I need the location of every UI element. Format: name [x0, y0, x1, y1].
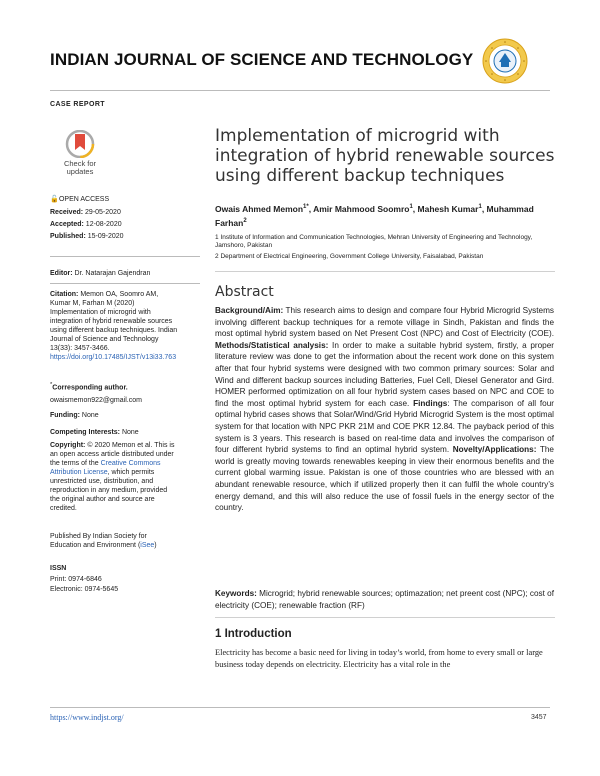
abstract-bottom-rule	[215, 617, 555, 618]
issn-print: Print: 0974-6846	[50, 576, 102, 583]
introduction-heading: 1 Introduction	[215, 628, 292, 640]
footer-rule	[50, 707, 550, 708]
badge-line-2: updates	[66, 167, 94, 176]
accepted-row: Accepted: 12-08-2020	[50, 221, 122, 228]
issn-electronic: Electronic: 0974-5645	[50, 586, 119, 593]
publisher-block: Published By Indian Society for Education and Environment (iSee)	[50, 533, 157, 549]
check-for-updates-badge[interactable]	[55, 130, 105, 178]
author: Owais Ahmed Memon$^{1*}$,	[215, 203, 314, 214]
citation-block: Citation: Memon OA, Soomro AM, Kumar M, Farhan M (2020) Implementation of microgrid with integration of hybrid renewable sources using different backup techniques. Indian Journal of Science and Technology 13(33): 3457-3466. https://doi.org/10.17485/IJST/v13i33.763	[50, 291, 178, 361]
citation-doi-link[interactable]: https://doi.org/10.17485/IJST/v13i33.763	[50, 354, 177, 361]
affiliation-1: 1 Institute of Information and Communication Technologies, Mehran University of Engineering and Technology, Jamshoro, Pakistan	[215, 234, 533, 249]
author: Muhammad Farhan$^2$	[215, 203, 534, 228]
lock-open-icon: 🔓	[50, 196, 59, 203]
received-row: Received: 29-05-2020	[50, 209, 121, 216]
abstract-heading: Abstract	[215, 284, 274, 300]
isee-link[interactable]: iSee	[140, 542, 155, 549]
introduction-body: Electricity has become a basic need for living in today’s world, from home to every small or large business today depends on electricity. Electricity has a vital role in the	[215, 648, 543, 669]
corresponding-author-label: *Corresponding author.	[50, 382, 128, 392]
copyright-block: Copyright: © 2020 Memon et al. This is an open access article distributed under the terms of the Creative Commons Attribution License, which permits unrestricted use, distribution, and reproduction in any medium, provided the original author and source are credited.	[50, 442, 175, 512]
competing-interests-row: Competing Interests: None	[50, 429, 139, 436]
sidebar-divider	[50, 256, 200, 257]
affiliation-2: 2 Department of Electrical Engineering, Government College University, Faisalabad, Pakistan	[215, 253, 484, 260]
article-type-label: CASE REPORT	[50, 101, 105, 108]
header-rule	[50, 90, 550, 91]
bookmark-ring-icon	[65, 130, 95, 158]
cc-license-link[interactable]: Creative Commons Attribution License	[50, 460, 161, 476]
page-number: 3457	[531, 714, 547, 721]
editor-row: Editor: Dr. Natarajan Gajendran	[50, 270, 151, 277]
journal-title: INDIAN JOURNAL OF SCIENCE AND TECHNOLOGY	[50, 50, 474, 69]
author: Amir Mahmood Soomro$^1$,	[313, 203, 418, 214]
funding-row: Funding: None	[50, 412, 99, 419]
corresponding-email-link[interactable]: owaismemon922@gmail.com	[50, 397, 142, 404]
issn-label: ISSN	[50, 565, 67, 572]
journal-logo-icon	[482, 38, 528, 84]
published-row: Published: 15-09-2020	[50, 233, 124, 240]
keywords: Keywords: Microgrid; hybrid renewable sources; optimazation; net preent cost (NPC); cost of electricity (COE); renewable fraction (RF)	[215, 589, 555, 610]
abstract-body: Background/Aim: This research aims to design and compare four Hybrid Microgrid Systems involving different backup techniques for a remote village in Sindh, Pakistan and finds the most optimal hybrid system based on Net Present Cost (NPC) and Cost of Electricity (COE). Methods/Statistical analysis: In order to make a suitable hybrid system, firstly, a proper literature review was done to get the information about the recent work done on this system after that four hybrid systems were designed with two common primary sources: Solar and Wind and different backup sources including Batteries, Fuel Cell, Diesel Generator and Gird. HOMER performed optimization on all four hybrid system cases based on NPC and COE to find the most optimal hybrid system for each case. Findings: The comparison of all four optimal hybrid cases shows that Solar/Wind/Grid Hybrid Microgrid System is the most optimal system for that location with NPC PKR 21M and COE PKR 12.84. The payback period of this system is 3 years. This research is based on real-time data and involves the comparison of four different hybrid systems to find an optimal hybrid system. Novelty/Applications: The world is greatly moving towards renewables keeping in view their enormous benefits and the current global warming issue. Pakistan is one of those countries who are blessed with an abundant renewable resource, which if utilized properly then it can fulfil the whole country’s energy demand, and this will also reduce the use of fossil fuels in the energy sector of the country.	[215, 306, 554, 513]
sidebar-divider	[50, 283, 200, 284]
open-access-label: 🔓 OPEN ACCESS	[50, 196, 110, 203]
abstract-top-rule	[215, 271, 555, 272]
author-list	[215, 201, 555, 229]
badge-line-1: Check for	[63, 159, 97, 168]
journal-url-link[interactable]: https://www.indjst.org/	[50, 713, 124, 722]
article-title: Implementation of microgrid with integration of hybrid renewable sources using different backup techniques	[215, 126, 555, 186]
author: Mahesh Kumar$^1$,	[417, 203, 487, 214]
